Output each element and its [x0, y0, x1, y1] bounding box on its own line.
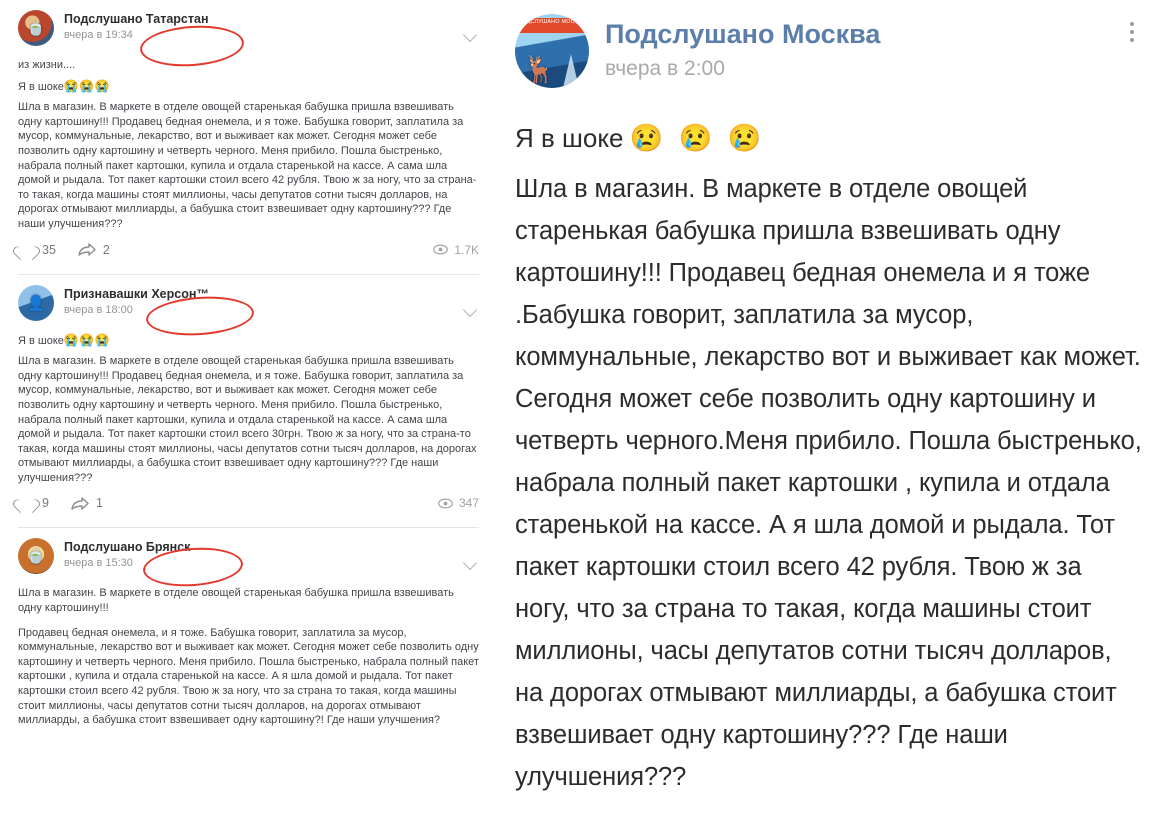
avatar-glyph: 🍵 [26, 20, 46, 37]
post-lead-emojis: 😢 😢 😢 [629, 123, 766, 153]
feed-post[interactable] [0, 528, 497, 733]
post-channel-name[interactable]: Подслушано Москва [605, 19, 881, 49]
share-icon [78, 242, 96, 257]
kebab-menu-icon[interactable] [1122, 14, 1142, 42]
deer-glyph: 🦌 [523, 54, 556, 84]
share-icon [71, 496, 89, 511]
post-emojis: 😭😭😭 [63, 78, 111, 93]
person-avatar[interactable] [18, 285, 54, 321]
left-feed-pane [0, 0, 497, 838]
heart-icon [18, 495, 35, 511]
chevron-down-icon[interactable] [463, 555, 479, 571]
post-headtext [64, 10, 453, 42]
post-header[interactable] [18, 285, 479, 325]
like-count: 9 [42, 496, 49, 511]
post-timestamp: вчера в 18:00 [64, 303, 133, 316]
view-counter [433, 243, 479, 257]
post-actions [18, 495, 479, 521]
avatar-glyph: 👤 [26, 294, 46, 312]
view-count: 347 [458, 496, 479, 511]
eye-icon [433, 244, 448, 255]
post-lead-line-2: Я в шоке [18, 80, 64, 93]
matryoshka-avatar[interactable] [18, 538, 54, 574]
post-headtext [64, 538, 453, 570]
post-channel-name[interactable]: Подслушано Брянск [64, 540, 191, 555]
post-header[interactable] [515, 14, 1142, 88]
post-lead-line [515, 122, 1142, 154]
post-timestamp: вчера в 19:34 [64, 29, 133, 41]
post-main-text-part1: Шла в магазин. В маркете в отделе овощей старенькая бабушка пришла взвешивать одну картошину!!! [18, 587, 454, 615]
like-button[interactable] [18, 495, 49, 511]
view-counter [438, 496, 479, 510]
kebab-dot [1130, 30, 1134, 34]
feed-post[interactable] [0, 275, 497, 528]
chevron-down-icon[interactable] [463, 27, 479, 43]
kebab-dot [1130, 22, 1134, 26]
matryoshka-avatar[interactable] [18, 10, 54, 46]
post-lead-text: Я в шоке [515, 122, 624, 153]
feed-post[interactable] [0, 0, 497, 274]
eye-icon [438, 498, 453, 509]
post-header[interactable] [18, 538, 479, 578]
post-text [18, 58, 479, 232]
post-text: Шла в магазин. В маркете в отделе овощей старенькая бабушка пришла взвешивать одну картошину!!! Продавец бедная онемела и я тоже .Бабушка говорит, заплатила за мусор, коммунальные, лекарство вот и выживает как может. Сегодня может себе позволить одну картошину и четверть черного.Меня прибило. Пошла быстренько, набрала полный пакет картошки , купила и отдала старенькой на кассе. А я шла домой и рыдала. Тот пакет картошки стоил всего 42 рубля. Твою ж за ногу, что за страна то такая, когда машины стоит миллионы, часы депутатов сотни тысяч долларов, на дорогах отмывают миллиарды, а бабушка стоит взвешивает одну картошину??? Где наши улучшения??? [515, 175, 1142, 791]
like-button[interactable] [18, 242, 56, 258]
post-headtext [64, 285, 453, 317]
chevron-down-icon[interactable] [463, 302, 479, 318]
moscow-deer-avatar[interactable] [515, 14, 589, 88]
post-main-text-part2: Продавец бедная онемела, и я тоже. Бабушка говорит, заплатила за мусор, коммунальные, лекарство вот и выживает как может. Сегодня может себе позволить одну картошину и четверть черного. Меня прибило. Пошла быстренько, набрала полный пакет картошки , купила и отдала старенькой на кассе. А я шла домой и рыдала. Тот пакет картошки стоил всего 42 рубля. Твою ж за ногу, что за страна то такая, когда машины стоит миллионы, часы депутатов сотни тысяч долларов, на дорогах отмывают миллиарды, а бабушка стоит взвешивает одну картошину?! Где наши улучшения? [18, 626, 479, 727]
like-count: 35 [42, 242, 56, 257]
post-lead-line: из жизни.... [18, 59, 76, 71]
post-text [18, 333, 479, 486]
view-count: 1.7K [454, 242, 479, 257]
post-lead-line-2: Я в шоке [18, 334, 64, 347]
right-post-pane [497, 0, 1164, 838]
post-header[interactable] [18, 10, 479, 50]
heart-icon [18, 242, 35, 258]
post-text [18, 586, 479, 727]
post-actions [18, 242, 479, 268]
post-headtext [605, 14, 1106, 84]
post-main-text: Шла в магазин. В маркете в отделе овощей старенькая бабушка пришла взвешивать одну картошину!!! Продавец бедная онемела, и я тоже. Бабушка говорит, заплатила за мусор, коммунальные, лекарство, вот и выживает как может. Сегодня может себе позволить одну картошину и четверть черного. Меня прибило. Пошла быстренько, набрала полный пакет картошки, купила и отдала старенькой на кассе. А сама шла домой и рыдала. Тот пакет картошки стоил всего 30грн. Твою ж за ногу, что за страна-то такая, когда машины стоят миллионы, часы депутатов сотни тысяч долларов, на дорогах отмывают миллиарды, а бабушка стоит взвешивает одну картошину??? Где наши улучшения??? [18, 355, 477, 484]
share-count: 1 [95, 496, 103, 511]
share-button[interactable] [71, 496, 103, 511]
kebab-dot [1130, 38, 1134, 42]
post-timestamp: вчера в 2:00 [605, 57, 725, 80]
share-button[interactable] [78, 242, 110, 257]
tower-shape [563, 54, 579, 88]
post-emojis: 😭😭😭 [63, 332, 111, 347]
post-channel-name[interactable]: Подслушано Татарстан [64, 12, 209, 26]
avatar-glyph: 🍵 [26, 548, 46, 566]
avatar-band-text: ПОДСЛУШАНО МОСКВА [515, 18, 589, 33]
share-count: 2 [102, 242, 110, 257]
post-main-text: Шла в магазин. В маркете в отделе овощей старенькая бабушка пришла взвешивать одну картошину!!! Продавец бедная онемела, и я тоже. Бабушка говорит, заплатила за мусор, коммунальные, лекарство, вот и выживает как может. Сегодня может себе позволить одну картошину и четверть черного. Меня прибило. Пошла быстренько, набрала полный пакет картошки, купила и отдала старенькой на кассе. А сама шла домой и рыдала. Тот пакет картошки стоил всего 42 рубля. Твою ж за ногу, что за страна-то такая, когда машины стоят миллионы, часы депутатов сотни тысяч долларов, на дорогах отмывают миллиарды, а бабушка стоит взвешивает одну картошину??? Где наши улучшения??? [18, 101, 477, 230]
post-timestamp: вчера в 15:30 [64, 557, 133, 570]
post-channel-name[interactable]: Признавашки Херсон™ [64, 286, 209, 301]
